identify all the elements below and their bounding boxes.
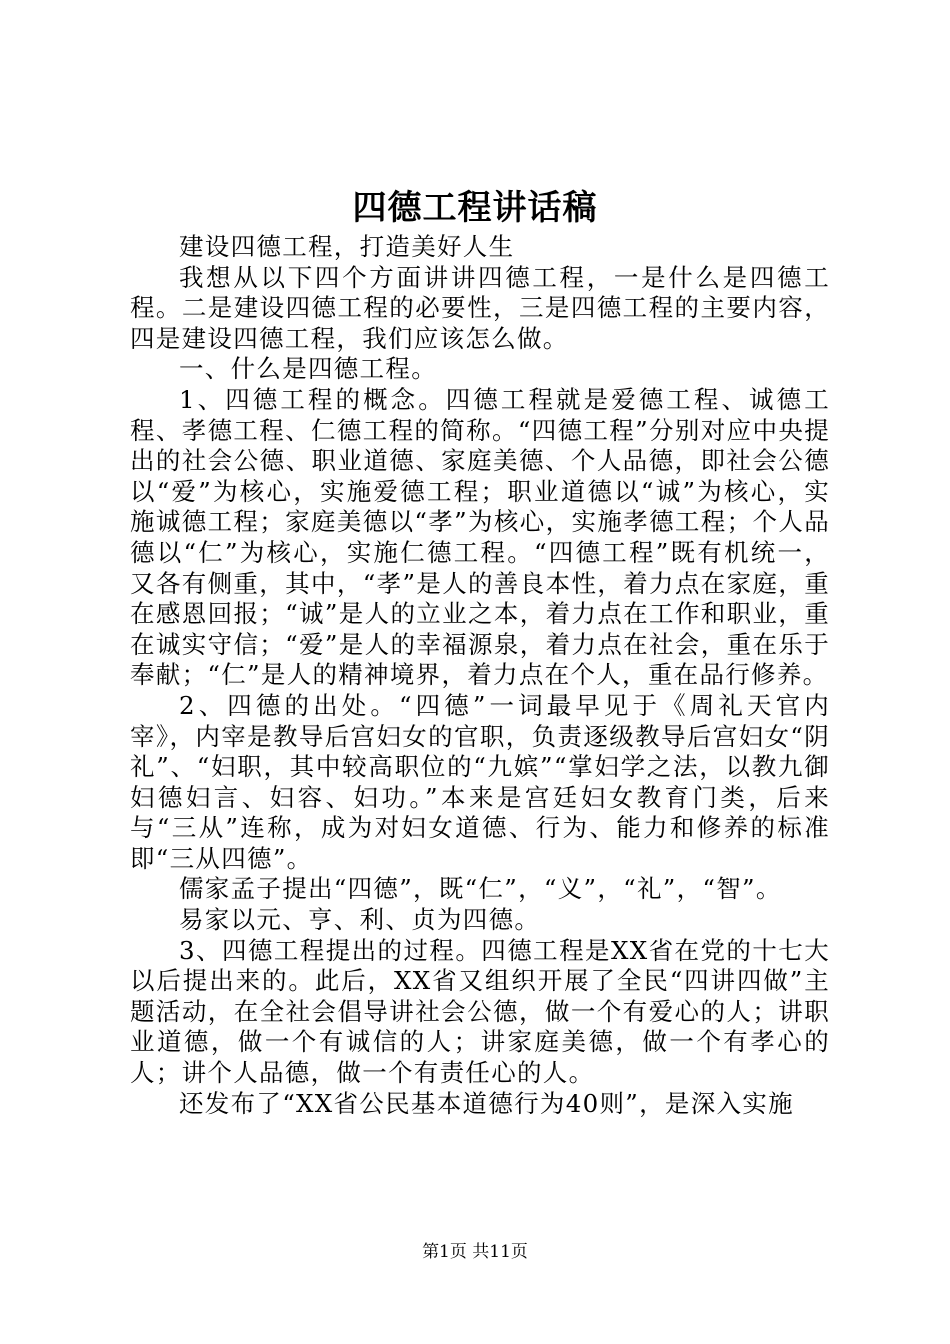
paragraph-rules: 还发布了“XX省公民基本道德行为40则”，是深入实施 [179,1088,794,1118]
paragraph-yijia: 易家以元、亨、利、贞为四德。 [179,905,541,935]
section-heading-1: 一、什么是四德工程。 [179,354,437,384]
paragraph-origin: 2、四德的出处。“四德”一词最早见于《周礼天官内宰》，内宰是教导后宫妇女的官职，负责逐级教导后宫妇女“阴礼”、“妇职，其中较高职位的“九嫔”“掌妇学之法，以教九御妇德妇言、妇容、妇功。”本来是宫廷妇女教育门类，后来与“三从”连称，成为对妇女道德、行为、能力和修养的标准即“三从四德”。 [130,690,831,873]
paragraph-process: 3、四德工程提出的过程。四德工程是XX省在党的十七大以后提出来的。此后，XX省又组织开展了全民“四讲四做”主题活动，在全社会倡导讲社会公德，做一个有爱心的人；讲职业道德，做一个有诚信的人；讲家庭美德，做一个有孝心的人；讲个人品德，做一个有责任心的人。 [130,935,830,1088]
paragraph-mencius: 儒家孟子提出“四德”，既“仁”，“义”，“礼”，“智”。 [179,874,782,904]
document-title: 四德工程讲话稿 [352,188,598,228]
paragraph-intro: 我想从以下四个方面讲讲四德工程，一是什么是四德工程。二是建设四德工程的必要性，三是四德工程的主要内容，四是建设四德工程，我们应该怎么做。 [130,262,830,353]
document-body [130,232,830,1119]
paragraph-concept: 1、四德工程的概念。四德工程就是爱德工程、诚德工程、孝德工程、仁德工程的简称。“四德工程”分别对应中央提出的社会公德、职业道德、家庭美德、个人品德，即社会公德以“爱”为核心，实施爱德工程；职业道德以“诚”为核心，实施诚德工程；家庭美德以“孝”为核心，实施孝德工程；个人品德以“仁”为核心，实施仁德工程。“四德工程”既有机统一，又各有侧重，其中，“孝”是人的善良本性，着力点在家庭，重在感恩回报；“诚”是人的立业之本，着力点在工作和职业，重在诚实守信；“爱”是人的幸福源泉，着力点在社会，重在乐于奉献；“仁”是人的精神境界，着力点在个人，重在品行修养。 [130,384,830,690]
paragraph-subtitle: 建设四德工程，打造美好人生 [179,232,515,261]
page-number: 第1页 共11页 [422,1242,528,1262]
